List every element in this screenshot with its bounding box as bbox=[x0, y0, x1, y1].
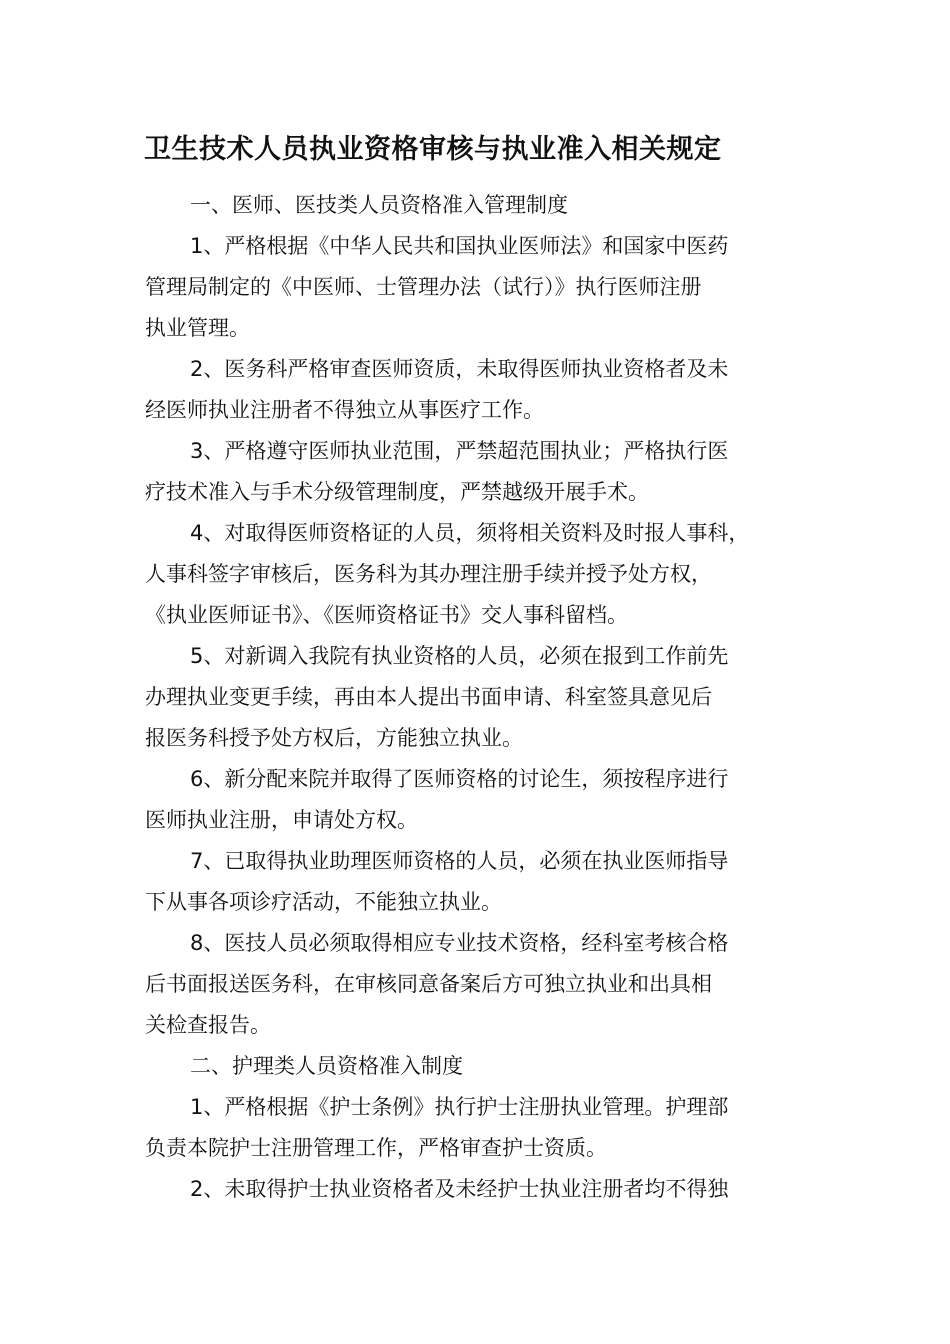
paragraph-line: 医师执业注册，申请处方权。 bbox=[145, 808, 418, 832]
paragraph-line: 1、严格根据《中华人民共和国执业医师法》和国家中医药 bbox=[190, 234, 729, 258]
document-title: 卫生技术人员执业资格审核与执业准入相关规定 bbox=[144, 134, 722, 165]
paragraph-line: 人事科签字审核后，医务科为其办理注册手续并授予处方权， bbox=[145, 562, 712, 586]
paragraph-line: 报医务科授予处方权后，方能独立执业。 bbox=[145, 726, 523, 750]
paragraph-line: 办理执业变更手续，再由本人提出书面申请、科室签具意见后 bbox=[145, 685, 712, 709]
paragraph-line: 执业管理。 bbox=[145, 316, 250, 340]
paragraph-line: 下从事各项诊疗活动，不能独立执业。 bbox=[145, 890, 502, 914]
paragraph-line: 疗技术准入与手术分级管理制度，严禁越级开展手术。 bbox=[145, 480, 649, 504]
paragraph-line: 8、医技人员必须取得相应专业技术资格，经科室考核合格 bbox=[190, 931, 729, 955]
paragraph-line: 7、已取得执业助理医师资格的人员，必须在执业医师指导 bbox=[190, 849, 729, 873]
paragraph-line: 管理局制定的《中医师、士管理办法（试行）》执行医师注册 bbox=[145, 275, 702, 299]
paragraph-line: 6、新分配来院并取得了医师资格的讨论生，须按程序进行 bbox=[190, 767, 729, 791]
paragraph-line: 4、对取得医师资格证的人员，须将相关资料及时报人事科， bbox=[190, 521, 750, 545]
paragraph-line: 关检查报告。 bbox=[145, 1013, 271, 1037]
paragraph-line: 《执业医师证书》、《医师资格证书》交人事科留档。 bbox=[145, 603, 628, 627]
paragraph-line: 2、医务科严格审查医师资质，未取得医师执业资格者及未 bbox=[190, 357, 729, 381]
paragraph-line: 2、未取得护士执业资格者及未经护士执业注册者均不得独 bbox=[190, 1177, 729, 1201]
paragraph-line: 1、严格根据《护士条例》执行护士注册执业管理。护理部 bbox=[190, 1095, 729, 1119]
section-heading-1: 一、医师、医技类人员资格准入管理制度 bbox=[190, 193, 568, 217]
section-heading-2: 二、护理类人员资格准入制度 bbox=[190, 1054, 463, 1078]
paragraph-line: 负责本院护士注册管理工作，严格审查护士资质。 bbox=[145, 1136, 607, 1160]
paragraph-line: 经医师执业注册者不得独立从事医疗工作。 bbox=[145, 398, 544, 422]
paragraph-line: 后书面报送医务科，在审核同意备案后方可独立执业和出具相 bbox=[145, 972, 712, 996]
paragraph-line: 3、严格遵守医师执业范围，严禁超范围执业；严格执行医 bbox=[190, 439, 729, 463]
paragraph-line: 5、对新调入我院有执业资格的人员，必须在报到工作前先 bbox=[190, 644, 729, 668]
